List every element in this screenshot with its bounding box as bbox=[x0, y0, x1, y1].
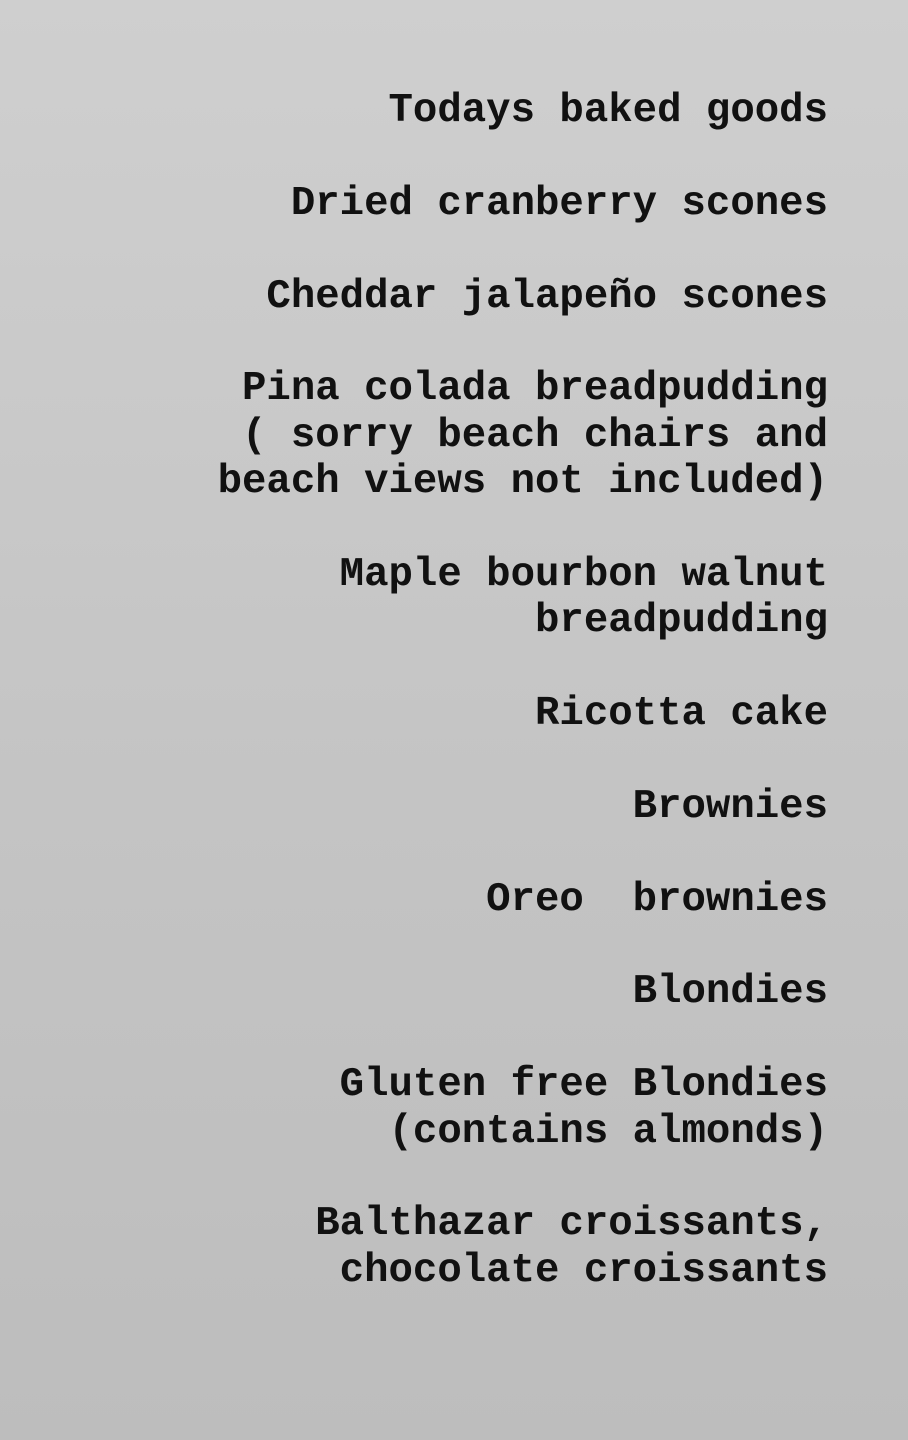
menu-item-line: Ricotta cake bbox=[535, 691, 828, 738]
spacer bbox=[188, 923, 828, 969]
menu-item-line: Balthazar croissants, bbox=[315, 1201, 828, 1248]
menu-item-line: breadpudding bbox=[535, 598, 828, 645]
story-text-block bbox=[188, 88, 828, 1294]
menu-item-line: Blondies bbox=[632, 969, 828, 1016]
menu-item-line: Oreo brownies bbox=[486, 876, 828, 923]
spacer bbox=[188, 506, 828, 552]
spacer bbox=[188, 134, 828, 180]
menu-item-line: Cheddar jalapeño scones bbox=[266, 273, 828, 320]
spacer bbox=[188, 645, 828, 691]
menu-item-line: Brownies bbox=[632, 783, 828, 830]
menu-item-line: Dried cranberry scones bbox=[290, 180, 828, 227]
spacer bbox=[188, 227, 828, 273]
spacer bbox=[188, 320, 828, 366]
menu-item-line: ( sorry beach chairs and bbox=[242, 412, 828, 459]
spacer bbox=[188, 737, 828, 783]
spacer bbox=[188, 830, 828, 876]
menu-item-line: Pina colada breadpudding bbox=[242, 366, 828, 413]
menu-title: Todays baked goods bbox=[388, 88, 828, 134]
menu-item-line: beach views not included) bbox=[217, 459, 828, 506]
spacer bbox=[188, 1016, 828, 1062]
menu-item-line: Maple bourbon walnut bbox=[339, 551, 828, 598]
menu-item-line: chocolate croissants bbox=[339, 1247, 828, 1294]
menu-item-line: Gluten free Blondies bbox=[339, 1062, 828, 1109]
menu-item-line: (contains almonds) bbox=[388, 1108, 828, 1155]
spacer bbox=[188, 1155, 828, 1201]
